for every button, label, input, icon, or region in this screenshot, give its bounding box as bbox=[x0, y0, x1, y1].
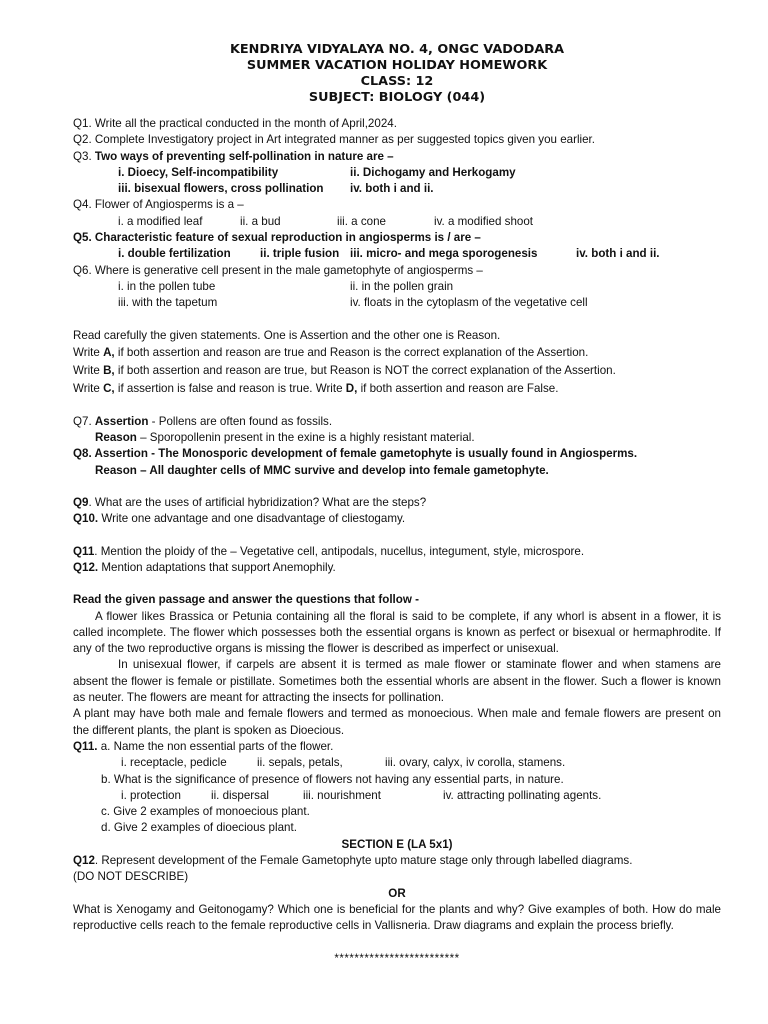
question-11-passage-a bbox=[73, 739, 721, 755]
q11b-part-c: c. Give 2 examples of monoecious plant. bbox=[101, 805, 310, 819]
q9-text: . What are the uses of artificial hybridization? What are the steps? bbox=[88, 496, 427, 510]
q12b-text: . Represent development of the Female Gametophyte upto mature stage only through labelled diagrams. bbox=[94, 853, 633, 867]
question-8-assertion: Q8. Assertion - The Monosporic development of female gametophyte is usually found in Angiosperms. bbox=[73, 447, 638, 461]
q11b-part-a: a. Name the non essential parts of the flower. bbox=[97, 739, 334, 753]
rule-a-key: A, bbox=[103, 345, 115, 359]
subject-label: SUBJECT: BIOLOGY (044) bbox=[308, 90, 486, 105]
passage-paragraph-1: A flower likes Brassica or Petunia containing all the floral is said to be complete, if any whorl is absent in a flower, it is called incomplete. The flower which possesses both the essential organs is known as perfect or bisexual or hermaphrodite. If any of the two reproductive organs is missing the flower is described as imperfect or unisexual. bbox=[73, 609, 721, 656]
q6-option-iii: iii. with the tapetum bbox=[118, 296, 218, 310]
q11b-part-d: d. Give 2 examples of dioecious plant. bbox=[101, 821, 297, 835]
rule-d-text: if both assertion and reason are False. bbox=[357, 381, 559, 395]
q11b-number: Q11. bbox=[73, 739, 98, 753]
passage-paragraph-3: A plant may have both male and female flowers and termed as monoecious. When male and female flowers are present on the different plants, the plant is spoken as Dioecious. bbox=[73, 707, 721, 737]
q12a-number: Q12. bbox=[73, 560, 99, 574]
end-of-document-marker: ************************* bbox=[334, 952, 460, 966]
question-3 bbox=[73, 149, 721, 165]
q7-assertion-label: Assertion bbox=[94, 414, 149, 428]
question-9 bbox=[73, 495, 721, 511]
question-5: Q5. Characteristic feature of sexual reproduction in angiosperms is / are – bbox=[73, 231, 481, 245]
homework-title: SUMMER VACATION HOLIDAY HOMEWORK bbox=[246, 58, 548, 73]
q4-option-iii: iii. a cone bbox=[337, 214, 386, 228]
q11a-text: . Mention the ploidy of the – Vegetative cell, antipodals, nucellus, integument, style, microspore. bbox=[94, 544, 585, 558]
question-1: Q1. Write all the practical conducted in the month of April,2024. bbox=[73, 117, 397, 130]
q11b-b-option-iv: iv. attracting pollinating agents. bbox=[443, 788, 602, 802]
homework-page bbox=[73, 42, 721, 965]
q11b-part-b-options bbox=[73, 788, 721, 804]
q3-option-ii: ii. Dichogamy and Herkogamy bbox=[350, 165, 516, 179]
rule-d-key: D, bbox=[345, 381, 358, 395]
question-3-text: Two ways of preventing self-pollination in nature are – bbox=[94, 149, 394, 163]
rule-c-text: if assertion is false and reason is true. Write bbox=[114, 381, 346, 395]
q5-option-ii: ii. triple fusion bbox=[260, 247, 340, 261]
school-name: KENDRIYA VIDYALAYA NO. 4, ONGC VADODARA bbox=[229, 42, 565, 57]
question-3-options-row-1 bbox=[73, 165, 721, 181]
rule-a-text: if both assertion and reason are true and Reason is the correct explanation of the Assertion. bbox=[114, 345, 589, 359]
question-6-options-row-1 bbox=[73, 279, 721, 295]
question-2: Q2. Complete Investigatory project in Art integrated manner as per suggested topics given you earlier. bbox=[73, 133, 596, 147]
question-3-options-row-2 bbox=[73, 181, 721, 197]
section-e-heading: SECTION E (LA 5x1) bbox=[341, 837, 453, 851]
q4-option-ii: ii. a bud bbox=[240, 214, 281, 228]
q3-option-i: i. Dioecy, Self-incompatibility bbox=[118, 165, 279, 179]
assertion-reason-rule-b bbox=[73, 362, 721, 380]
q4-option-i: i. a modified leaf bbox=[118, 214, 203, 228]
q11b-b-option-iii: iii. nourishment bbox=[303, 788, 381, 802]
q11b-a-option-iii-iv: iii. ovary, calyx, iv corolla, stamens. bbox=[385, 756, 566, 770]
question-12-diagram bbox=[73, 853, 721, 869]
question-5-options bbox=[73, 246, 721, 262]
rule-b-text: if both assertion and reason are true, but Reason is NOT the correct explanation of the Assertion. bbox=[114, 363, 616, 377]
rule-c-key: C, bbox=[103, 381, 115, 395]
q6-option-iv: iv. floats in the cytoplasm of the vegetative cell bbox=[350, 296, 588, 310]
rule-a-prefix: Write bbox=[73, 345, 104, 359]
q5-option-iv: iv. both i and ii. bbox=[576, 247, 660, 261]
document-header bbox=[73, 42, 721, 106]
q11b-b-option-ii: ii. dispersal bbox=[211, 788, 269, 802]
q11b-a-option-i: i. receptacle, pedicle bbox=[121, 756, 227, 770]
question-8-reason: Reason – All daughter cells of MMC survive and develop into female gametophyte. bbox=[95, 463, 549, 477]
q5-option-iii: iii. micro- and mega sporogenesis bbox=[350, 247, 538, 261]
passage-paragraph-2: In unisexual flower, if carpels are absent it is termed as male flower or staminate flower and when stamens are absent the flower is female or pistillate. Sometimes both the essential whorls are absent in the flower. Such a flower is known as neuter. The flowers are meant for attracting the insects for pollination. bbox=[73, 658, 721, 705]
question-10 bbox=[73, 511, 721, 527]
q5-option-i: i. double fertilization bbox=[118, 247, 231, 261]
rule-b-prefix: Write bbox=[73, 363, 104, 377]
question-11-ploidy bbox=[73, 544, 721, 560]
q12b-alternative: What is Xenogamy and Geitonogamy? Which one is beneficial for the plants and why? Give examples of both. How do male reproductive cells reach to the female reproductive cells in Vallisneria. Draw diagrams and explain the process briefly. bbox=[73, 902, 721, 933]
q12b-note: (DO NOT DESCRIBE) bbox=[73, 870, 189, 884]
q7-number: Q7. bbox=[73, 414, 95, 428]
q12a-text: Mention adaptations that support Anemophily. bbox=[98, 560, 336, 574]
or-separator: OR bbox=[388, 886, 406, 900]
question-3-number: Q3. bbox=[73, 149, 95, 163]
q11b-part-a-options bbox=[73, 755, 721, 771]
q7-assertion-text: - Pollens are often found as fossils. bbox=[148, 414, 333, 428]
q11b-part-b: b. What is the significance of presence of flowers not having any essential parts, in nature. bbox=[101, 772, 564, 786]
q4-option-iv: iv. a modified shoot bbox=[434, 214, 534, 228]
q3-option-iv: iv. both i and ii. bbox=[350, 182, 434, 196]
q10-number: Q10. bbox=[73, 512, 99, 526]
class-label: CLASS: 12 bbox=[360, 74, 434, 89]
question-4-options bbox=[73, 214, 721, 230]
q10-text: Write one advantage and one disadvantage of cliestogamy. bbox=[98, 512, 406, 526]
question-6: Q6. Where is generative cell present in the male gametophyte of angiosperms – bbox=[73, 263, 483, 277]
rule-b-key: B, bbox=[103, 363, 115, 377]
assertion-reason-rule-c-d bbox=[73, 380, 721, 398]
q7-reason-text: – Sporopollenin present in the exine is a highly resistant material. bbox=[136, 431, 475, 445]
question-7-reason bbox=[73, 430, 721, 446]
question-6-options-row-2 bbox=[73, 295, 721, 311]
assertion-reason-rule-a bbox=[73, 344, 721, 362]
q11b-a-option-ii: ii. sepals, petals, bbox=[257, 756, 343, 770]
q11a-number: Q11 bbox=[73, 544, 95, 558]
q3-option-iii: iii. bisexual flowers, cross pollination bbox=[118, 182, 324, 196]
q7-reason-label: Reason bbox=[95, 431, 137, 445]
question-12-anemophily bbox=[73, 560, 721, 576]
passage-heading: Read the given passage and answer the questions that follow - bbox=[73, 593, 419, 607]
rule-c-prefix: Write bbox=[73, 381, 104, 395]
question-4: Q4. Flower of Angiosperms is a – bbox=[73, 198, 244, 212]
question-7-assertion bbox=[73, 414, 721, 430]
q6-option-ii: ii. in the pollen grain bbox=[350, 279, 454, 293]
assertion-reason-intro: Read carefully the given statements. One is Assertion and the other one is Reason. bbox=[73, 328, 501, 342]
q9-number: Q9 bbox=[73, 496, 89, 510]
q12b-number: Q12 bbox=[73, 853, 95, 867]
q6-option-i: i. in the pollen tube bbox=[118, 279, 216, 293]
q11b-b-option-i: i. protection bbox=[121, 788, 181, 802]
